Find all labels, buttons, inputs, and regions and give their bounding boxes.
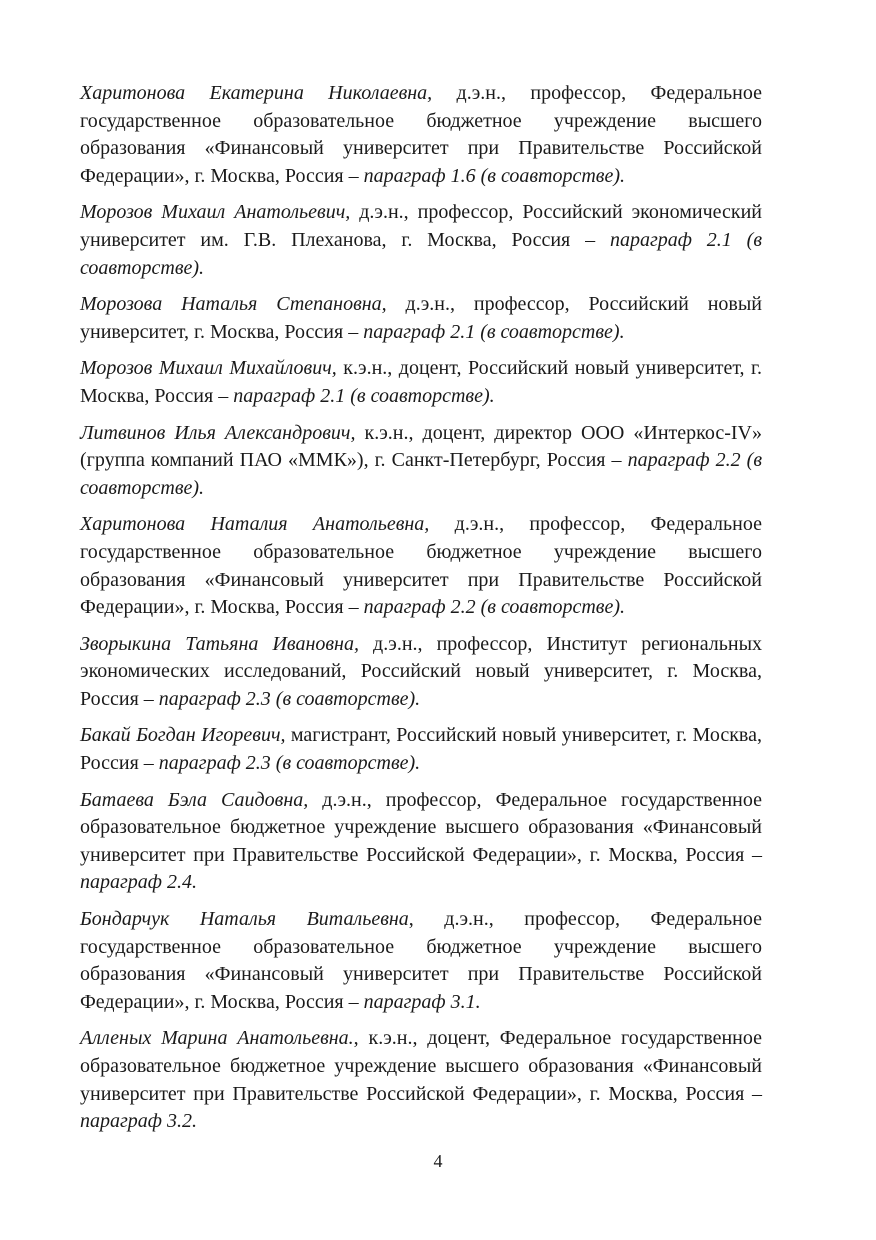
author-entry (80, 906, 762, 1016)
author-details: д.э.н., профессор, Российский новый университет, г. Москва, Россия – (80, 293, 762, 343)
author-name: Бондарчук Наталья Витальевна (80, 908, 409, 931)
section-reference: параграф 3.2. (80, 1110, 198, 1133)
author-details: д.э.н., профессор, Федеральное государственное образовательное бюджетное учреждение высшего образования «Финансовый университет при Правительстве Российской Федерации», г. Москва, Россия – (80, 788, 763, 866)
author-name: Морозов Михаил Анатольевич, (80, 201, 351, 224)
section-reference: параграф 2.2 (в соавторстве). (80, 449, 763, 499)
author-name: Зворыкина Татьяна Ивановна, (80, 632, 359, 655)
author-entry (80, 511, 762, 621)
author-name: Морозова Наталья Степановна, (80, 293, 387, 316)
author-entry (80, 1025, 762, 1135)
author-list (80, 80, 762, 1145)
author-name: Батаева Бэла Саидовна, (80, 788, 309, 811)
author-details: д.э.н., профессор, Федеральное государственное образовательное бюджетное учреждение высшего образования «Финансовый университет при Правительстве Российской Федерации», г. Москва, Россия – (80, 82, 762, 187)
author-entry (80, 420, 762, 503)
author-details: д.э.н., профессор, Институт региональных экономических исследований, Российский новый университет, г. Москва, Россия – (80, 632, 763, 710)
author-details: к.э.н., доцент, Российский новый университет, г. Москва, Россия – (80, 357, 762, 407)
author-name: Харитонова Екатерина Николаевна, (80, 82, 433, 104)
author-entry (80, 631, 762, 714)
author-name: Бакай Богдан Игоревич, (80, 724, 286, 747)
author-entry (80, 199, 762, 282)
author-details: д.э.н., профессор, Российский экономический университет им. Г.В. Плеханова, г. Москва, Россия – (80, 201, 762, 251)
author-entry (80, 722, 762, 777)
section-reference: параграф 2.1 (в соавторстве). (80, 228, 763, 279)
author-name: Харитонова Наталия Анатольевна, (80, 513, 430, 536)
author-name: Алленых Марина Анатольевна. (80, 1027, 354, 1050)
author-details: д.э.н., профессор, Федеральное государственное образовательное бюджетное учреждение высшего образования «Финансовый университет при Правительстве Российской Федерации», г. Москва, Россия – (80, 513, 762, 619)
section-reference: параграф 2.1 (в соавторстве). (363, 320, 625, 343)
author-entry (80, 291, 762, 346)
page-number: 4 (433, 1151, 443, 1171)
author-details: к.э.н., доцент, директор ООО «Интеркос-IV» (группа компаний ПАО «ММК»), г. Санкт-Петербург, Россия – (80, 421, 762, 472)
section-reference: параграф 1.6 (в соавторстве). (363, 164, 626, 187)
section-reference: параграф 2.3 (в соавторстве). (158, 687, 421, 710)
author-details: , д.э.н., профессор, Федеральное государственное образовательное бюджетное учреждение высшего образования «Финансовый университет при Правительстве Российской Федерации», г. Москва, Россия – (80, 908, 762, 1013)
author-entry (80, 355, 762, 410)
author-details: , к.э.н., доцент, Федеральное государственное образовательное бюджетное учреждение высшего образования «Финансовый университет при Правительстве Российской Федерации», г. Москва, Россия – (80, 1027, 762, 1105)
author-details: магистрант, Российский новый университет, г. Москва, Россия – (80, 724, 762, 775)
author-entry (80, 787, 762, 897)
section-reference: параграф 2.2 (в соавторстве). (363, 596, 626, 619)
author-entry (80, 80, 762, 190)
section-reference: параграф 2.4. (80, 871, 198, 894)
section-reference: параграф 3.1. (363, 990, 481, 1013)
section-reference: параграф 2.1 (в соавторстве). (233, 384, 495, 407)
section-reference: параграф 2.3 (в соавторстве). (158, 752, 421, 775)
author-name: Литвинов Илья Александрович, (80, 421, 356, 444)
author-name: Морозов Михаил Михайлович, (80, 357, 337, 380)
